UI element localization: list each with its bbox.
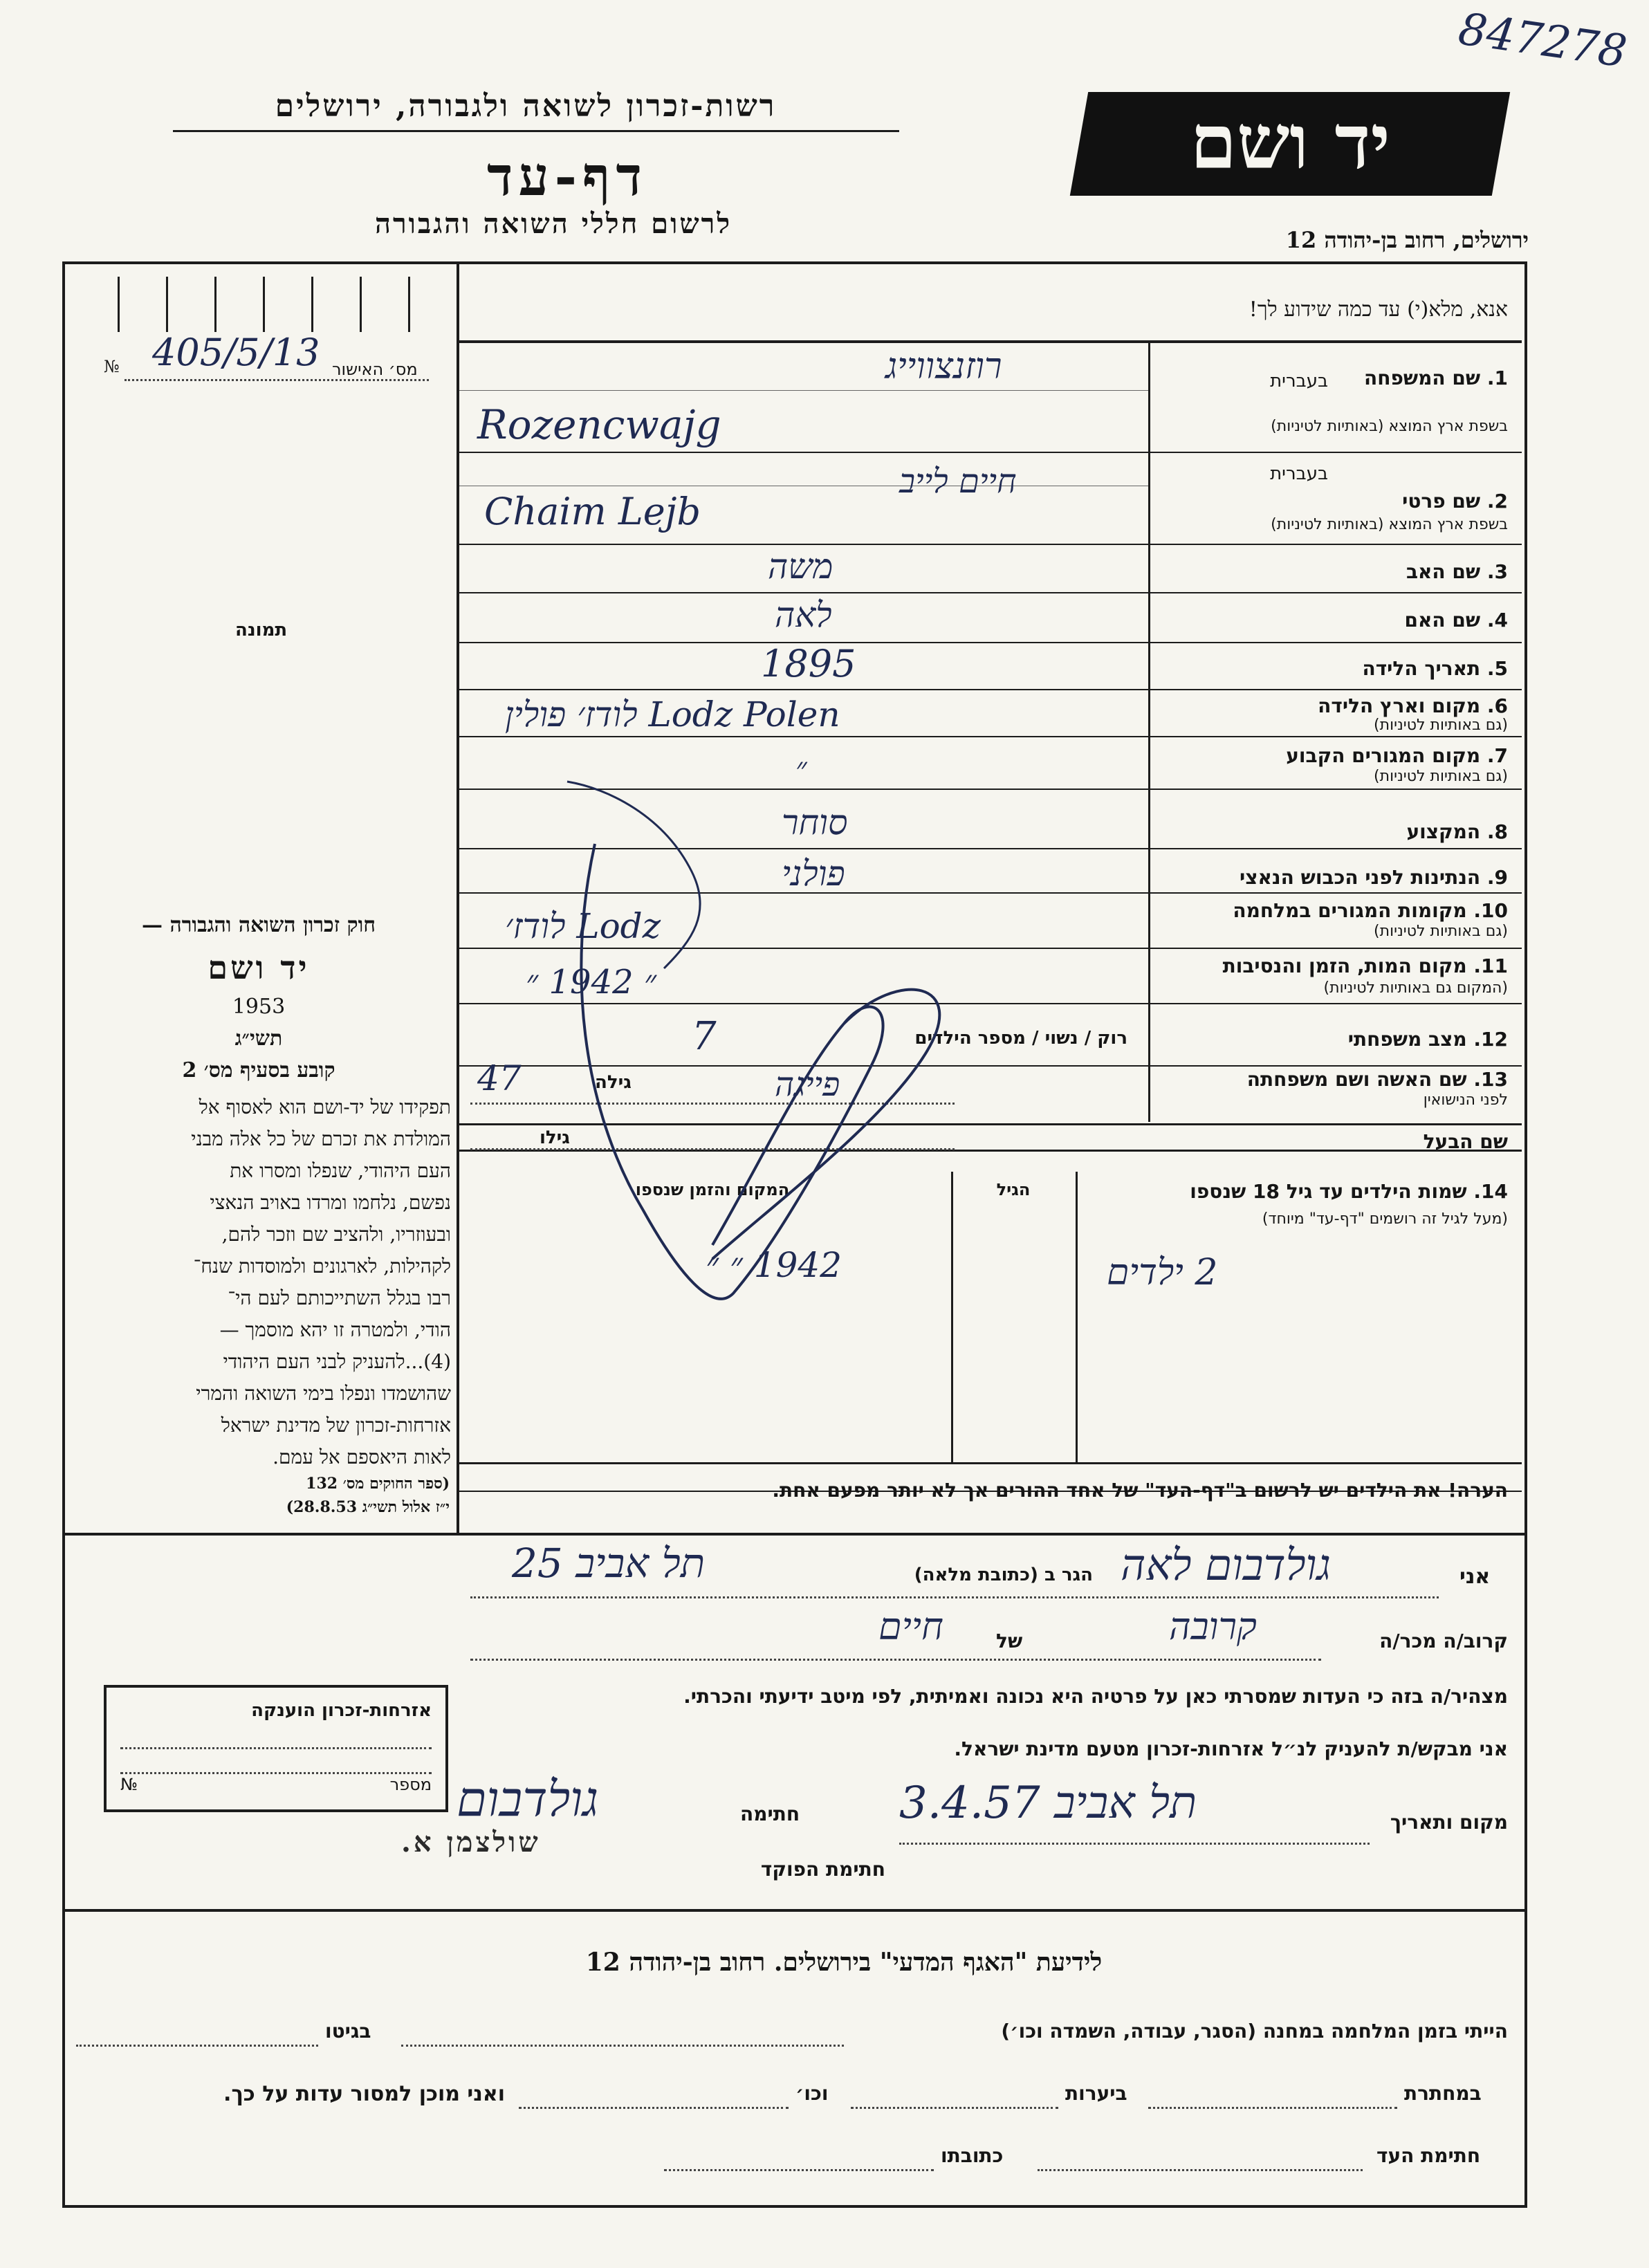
citizenship-title: אזרחות-זכרון הוענקה	[251, 1700, 432, 1721]
of-value: חיים	[878, 1605, 943, 1648]
witness-signature-label: חתימת העד	[1376, 2144, 1481, 2167]
death-info: ״ 1942 ״	[526, 963, 657, 1002]
children-count: 7	[692, 1014, 717, 1059]
field-2-hebrew: בעברית	[1270, 463, 1328, 484]
ready-statement: ואני מוכן למסור עדות על כך.	[223, 2082, 505, 2106]
registration-label: מס׳ האישור	[332, 360, 418, 379]
photo-label: תמונה	[235, 620, 288, 640]
law-clause: קובע בסעיף מס׳ 2	[182, 1058, 335, 1082]
field-6-label: 6. מקום וארץ הלידה	[1318, 694, 1508, 717]
law-line: אזרחות-זכרון של מדינת ישראל	[221, 1414, 451, 1437]
field-10-label: 10. מקומות המגורים במלחמה	[1233, 899, 1508, 922]
husband-label: שם הבעל	[1423, 1130, 1508, 1153]
form-intro: אנא, מלא(י) עד כמה שידוע לך!	[1249, 297, 1508, 322]
forests-label: ביערות	[1065, 2082, 1127, 2105]
nationality: פולני	[782, 854, 845, 894]
field-13-label: 13. שם האשה ושם משפחתה	[1246, 1068, 1508, 1091]
field-12-label: 12. מצב משפחתי	[1347, 1028, 1508, 1051]
of-label: של	[996, 1630, 1023, 1652]
law-line: תפקידו של יד-ושם הוא לאסוף אל	[199, 1096, 451, 1118]
number-sign: №	[104, 357, 120, 376]
children-place-col: המקום והזמן שנספו	[635, 1180, 790, 1199]
wartime-residence: Lodz לודז׳	[505, 906, 661, 946]
i-label: אני	[1459, 1565, 1491, 1589]
law-year-number: 1953	[232, 995, 286, 1019]
camp-line: הייתי בזמן המלחמה במחנה (הסגר, עבודה, השמדה וכו׳)	[1001, 2020, 1508, 2043]
field-2-note: בשפת ארץ המוצא (באותיות לטיניות)	[1271, 516, 1508, 533]
first-name-hebrew: חיים לייב	[899, 462, 1017, 501]
law-year-hebrew: תשי״ג	[234, 1026, 283, 1051]
residence: ״	[795, 751, 807, 786]
law-line: ובעוזריו, ולהציב שם וזכר להם,	[221, 1223, 451, 1246]
officer-stamp: שולצמן א.	[401, 1826, 541, 1859]
law-line: העם היהודי, שנפלו ומסרו את	[230, 1159, 451, 1182]
birth-year: 1895	[761, 642, 856, 685]
field-13-note: לפני הנישואין	[1423, 1091, 1508, 1109]
law-ref-1: (ספר החוקים מס׳ 132	[306, 1475, 450, 1493]
declarant-name: גולדבום לאה	[1121, 1540, 1332, 1590]
form-title: דף-עד	[487, 145, 647, 208]
field-1-hebrew: בעברית	[1270, 371, 1328, 391]
remark: הערה! את הילדים יש לרשום ב"דף-העד" של אחד ההורים אך לא יותר מפעם אחת.	[772, 1479, 1508, 1502]
field-2-label: 2. שם פרטי	[1402, 490, 1508, 513]
field-1-label: 1. שם המשפחה	[1364, 367, 1508, 389]
logo-text: יד ושם	[1190, 99, 1390, 186]
place-date: תל אביב 3.4.57	[899, 1778, 1197, 1829]
wife-age: 47	[477, 1058, 522, 1098]
child-name: 2 ילדים	[1107, 1252, 1218, 1293]
wife-age-label: גילה	[595, 1072, 632, 1093]
field-10-note: (גם באותיות לטיניות)	[1374, 923, 1508, 940]
law-ref-2: י״ז אלול תשי״ג 28.8.53)	[286, 1498, 450, 1516]
citizenship-number-sign: №	[120, 1775, 138, 1794]
resides-label: הגר ב (כתובת מלאה)	[914, 1565, 1093, 1585]
scribble-strike	[484, 761, 1107, 1370]
law-line: שהושמדו ונפלו בימי השואה והמרי	[196, 1382, 451, 1405]
address: ירושלים, רחוב בן-יהודה 12	[1285, 227, 1529, 253]
husband-age-label: גילו	[540, 1127, 570, 1148]
citizenship-number-label: מספר	[389, 1775, 432, 1794]
citizenship-request: אני מבקש/ת להעניק לנ״ל אזרחות-זכרון מטעם מדינת ישראל.	[954, 1737, 1508, 1760]
place-date-label: מקום ותאריך	[1390, 1811, 1508, 1834]
yad-vashem-logo	[1070, 92, 1510, 196]
etc-label: וכו׳	[795, 2082, 829, 2105]
relation-value: קרובה	[1169, 1605, 1257, 1648]
law-title: חוק זכרון השואה והגבורה —	[142, 913, 376, 937]
children-age-col: הגיל	[996, 1180, 1031, 1199]
marital-options: רוק / נשוי / מספר הילדים	[914, 1028, 1127, 1049]
registration-number: 405/5/13	[152, 331, 320, 374]
hiding-label: במחתרת	[1404, 2082, 1482, 2105]
citizenship-box	[104, 1685, 448, 1812]
mother-name: לאה	[775, 595, 832, 635]
wife-name: פייגה	[775, 1065, 840, 1104]
field-9-label: 9. הנתינות לפני הכבוש הנאצי	[1240, 866, 1508, 889]
father-name: משה	[768, 546, 833, 587]
profession: סוחר	[782, 802, 848, 842]
surname-latin: Rozencwajg	[477, 401, 721, 448]
ghetto-label: בגיטו	[325, 2020, 371, 2043]
archive-number: 847278	[1455, 3, 1630, 78]
law-line: רבו בגלל השתייכותם לעם הי־	[228, 1287, 451, 1309]
field-6-note: (גם באותיות לטיניות)	[1374, 717, 1508, 734]
signature-label: חתימה	[740, 1803, 800, 1825]
field-11-label: 11. מקום המות, הזמן והנסיבות	[1222, 955, 1508, 977]
children-label: 14. שמות הילדים עד גיל 18 שנספו	[1190, 1180, 1508, 1203]
authority-title: רשות-זכרון לשואה ולגבורה, ירושלים	[275, 89, 777, 124]
address-label: כתובתו	[941, 2144, 1004, 2167]
law-line: (4)...להעניק לבני העם היהודי	[223, 1350, 451, 1373]
child-death-info: 1942 ״ ״	[706, 1245, 842, 1285]
law-line: נפשם, נלחמו ומרדו באויב הנאצי	[210, 1191, 451, 1214]
field-5-label: 5. תאריך הלידה	[1362, 657, 1508, 680]
birthplace: Lodz Polen לודז׳ פולין	[505, 694, 840, 735]
declarant-address: תל אביב 25	[512, 1540, 706, 1587]
statement: מצהיר/ה בזה כי העדות שמסרתי כאן על פרטיה היא נכונה ואמיתית, לפי מיטב ידיעתי והכרתי.	[683, 1685, 1508, 1708]
relative-label: קרוב/ה מכר/ה	[1379, 1630, 1508, 1652]
law-line: לקהילות, לארגונים ולמוסדות שנח־	[193, 1255, 451, 1278]
field-1-note: בשפת ארץ המוצא (באותיות לטיניות)	[1271, 418, 1508, 435]
children-note: (מעל לגיל זה רושמים "דף-עד" מיוחד)	[1262, 1210, 1508, 1228]
first-name-latin: Chaim Lejb	[484, 490, 701, 533]
field-7-note: (גם באותיות לטיניות)	[1374, 768, 1508, 785]
law-line: לאות היאספם אל עמם.	[273, 1446, 451, 1468]
field-4-label: 4. שם האם	[1404, 609, 1508, 631]
field-11-note: (המקום גם באותיות לטיניות)	[1323, 979, 1508, 997]
field-8-label: 8. המקצוע	[1406, 820, 1508, 843]
surname-hebrew: רוזנצווייג	[885, 346, 1002, 387]
field-7-label: 7. מקום המגורים הקבוע	[1286, 744, 1508, 767]
law-year	[69, 995, 448, 1019]
law-line: המולדת את זכרם של כל אלה מבני	[191, 1127, 451, 1150]
bottom-heading: לידיעת "האגף המדעי" בירושלים. רחוב בן-יהודה 12	[585, 1948, 1103, 1977]
law-name: יד ושם	[208, 949, 310, 986]
field-3-label: 3. שם האב	[1406, 560, 1508, 583]
declarant-signature: גולדבום	[457, 1771, 599, 1827]
law-text	[72, 1091, 451, 1473]
form-subtitle: לרשום חללי השואה והגבורה	[374, 208, 733, 240]
law-line: הודי, ולמטרה זו יהא מוסמך —	[219, 1318, 451, 1341]
officer-label: חתימת הפוקד	[760, 1858, 885, 1881]
